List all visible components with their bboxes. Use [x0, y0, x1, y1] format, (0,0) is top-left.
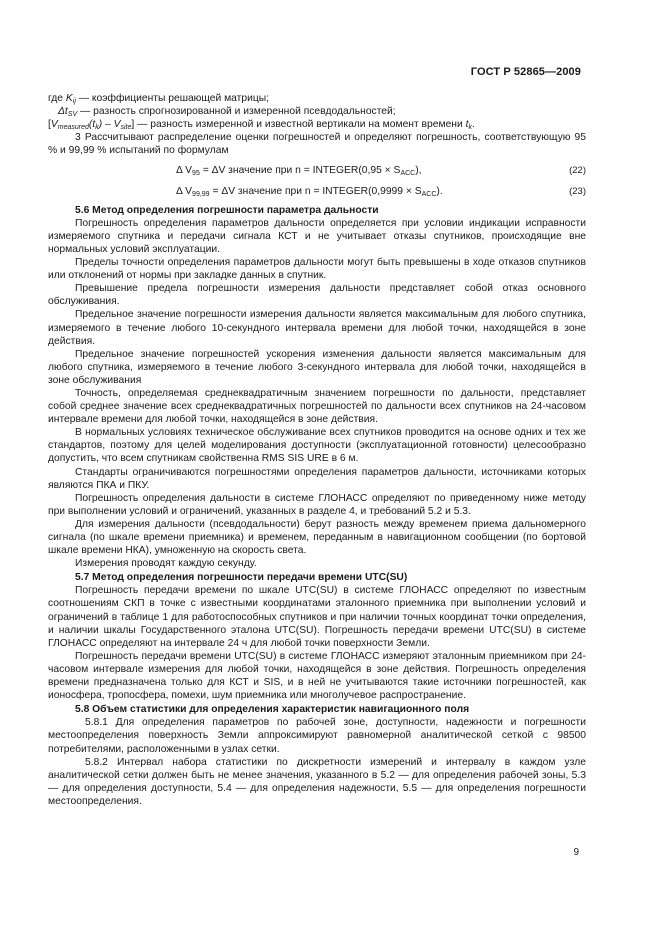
paragraph: Стандарты ограничиваются погрешностями определения параметров дальности, источниками которых являются ПКА и ПКУ.: [48, 466, 586, 491]
definition-vertical-difference: $[V_{measured}(t_k) - V_{site}]$ — разность измеренной и известной вертикали на момент времени $t_k$.: [48, 119, 475, 132]
paragraph: Предельное значение погрешностей ускорения изменения дальности является максимальным для любого спутника, измеряемого в течение любого 3-секундного интервала для любой точки, находящейся в зоне обслуживания: [48, 348, 586, 386]
paragraph: Превышение предела погрешности измерения дальности представляет собой отказ основного обслуживания.: [48, 283, 586, 308]
paragraph: В нормальных условиях техническое обслуживание всех спутников проводится на основе одних и тех же стандартов, поэтому для целей моделирования доступности (эксплуатационной готовности) целесообразно допустить, что всем спутникам свойственна RMS SIS URE в 6 м.: [48, 427, 586, 465]
paragraph: Погрешность определения параметров дальности определяется при условии индикации исправности измеряемого спутника и передачи сигнала КСТ и не учитывает отказы спутников, происходящие вне нормальных условий эксплуатации.: [48, 217, 586, 255]
paragraph: Измерения проводят каждую секунду.: [75, 558, 257, 570]
step-3-text: 3 Рассчитывают распределение оценки погрешностей и определяют погрешность, соответствующую 95 % и 99,99 % испытаний по формулам: [48, 132, 586, 157]
definition-kij: где $K_{ij}$ — коэффициенты решающей матрицы;: [48, 93, 270, 105]
document-code: ГОСТ Р 52865—2009: [470, 66, 581, 78]
paragraph: 5.8.1 Для определения параметров по рабочей зоне, доступности, надежности и погрешности местоопределения поверхность Земли аппроксимируют равномерной аналитической сеткой с 98500 потребителями, расположенными в узлах сетки.: [48, 717, 586, 755]
formula-23: Δ $V_{99,99} = \Delta V$ значение при n = INTEGER(0,9999 × $S_{ACC}$). (23): [176, 185, 586, 198]
paragraph: Погрешность передачи времени UTC(SU) в системе ГЛОНАСС измеряют эталонным приемником при 24-часовом интервале измерения для любой точки, находящейся в зоне действия. Погрешность определения времени предназначена только для КСТ и SIS, и в ней не учитываются такие источники погрешностей, как ионосфера, тропосфера, помехи, шум приемника или многолучевое распространение.: [48, 650, 586, 702]
section-heading-5-7: 5.7 Метод определения погрешности передачи времени UTC(SU): [75, 572, 408, 584]
section-heading-5-6: 5.6 Метод определения погрешности параметра дальности: [75, 204, 379, 216]
paragraph: Точность, определяемая среднеквадратичным значением погрешности по дальности, представляет собой среднее значение всех среднеквадратичных погрешностей по дальности всех спутников на 24-часовом интервале времени для любой точки, находящейся в зоне действия.: [48, 387, 586, 426]
formula-number: (23): [569, 185, 586, 197]
definition-delta-tsv: $\Delta t_{SV}$ — разность спрогнозированной и измеренной псевдодальностей;: [58, 106, 396, 119]
formula-number: (22): [569, 165, 586, 177]
page-body: [48, 92, 586, 808]
paragraph: Предельное значение погрешности измерения дальности является максимальным для любого спутника, измеряемого в течение любого 10-секундного интервала времени для любой точки, находящейся в зоне действия.: [48, 309, 586, 347]
page-number: 9: [573, 847, 579, 858]
paragraph: Для измерения дальности (псевдодальности) берут разность между временем приема дальномерного сигнала (по шкале времени приемника) и временем, переданным в навигационном сообщении (по бортовой шкале времени НКА), умноженную на скорость света.: [48, 518, 586, 557]
formula-22: Δ $V_{95} = \Delta V$ значение при n = INTEGER(0,95 × $S_{ACC}$), (22): [176, 165, 586, 178]
paragraph: Погрешность определения дальности в системе ГЛОНАСС определяют по приведенному ниже методу при выполнении условий и ограничений, указанных в разделе 4, и требований 5.2 и 5.3.: [48, 492, 586, 517]
paragraph: Пределы точности определения параметров дальности могут быть превышены в ходе отказов спутников или отклонений от нормы при закладке данных в спутник.: [48, 257, 586, 282]
paragraph: 5.8.2 Интервал набора статистики по дискретности измерений и интервалу в каждом узле аналитической сетки должен быть не менее значения, указанного в 5.2 — для определения рабочей зоны, 5.3 — для определения доступности, 5.4 — для определения надежности, 5.5 — для определения погрешности местоопределения.: [48, 756, 586, 807]
section-heading-5-8: 5.8 Объем статистики для определения характеристик навигационного поля: [75, 704, 470, 716]
paragraph: Погрешность передачи времени по шкале UTC(SU) в системе ГЛОНАСС определяют по известным соотношениям СКП в точке с известными координатами эталонного приемника при выполнении условий и ограничений в таблице 1 для работоспособных спутников и при наличии точных координат точки определения, и наличии шкалы Государственного эталона UTC(SU). Погрешность передачи времени UTC(SU) в системе ГЛОНАСС определяют на интервале 24 ч для любой точки поверхности Земли.: [48, 585, 586, 649]
